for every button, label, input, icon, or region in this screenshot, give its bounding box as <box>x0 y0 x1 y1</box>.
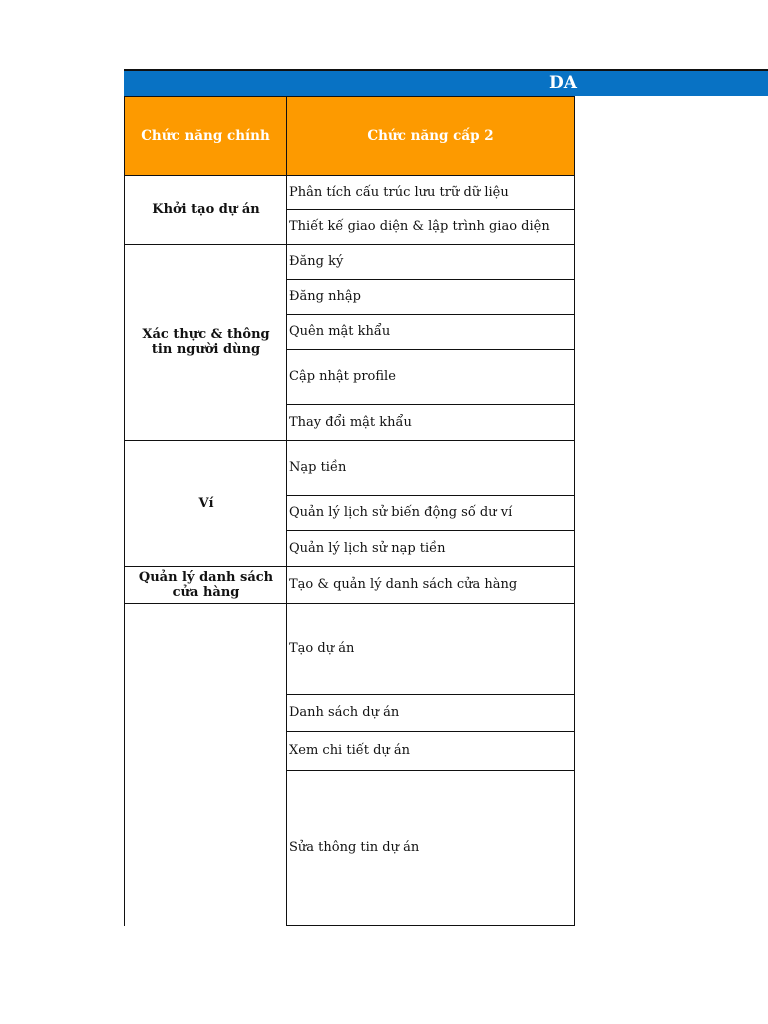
sub-function-cell: Danh sách dự án <box>286 694 575 732</box>
sub-function-cell: Cập nhật profile <box>286 349 575 405</box>
sub-function-cell: Quản lý lịch sử nạp tiền <box>286 530 575 567</box>
main-function-cell: Khởi tạo dự án <box>124 175 287 245</box>
main-function-cell: Xác thực & thông tin người dùng <box>124 244 287 441</box>
main-function-cell: Ví <box>124 440 287 567</box>
sub-function-cell: Thiết kế giao diện & lập trình giao diện <box>286 209 575 245</box>
sub-function-cell: Tạo dự án <box>286 603 575 695</box>
main-function-cell: Quản lý danh sách cửa hàng <box>124 566 287 604</box>
sheet-title: DA <box>549 73 577 93</box>
sheet-title-bar <box>124 69 768 96</box>
sub-function-cell: Phân tích cấu trúc lưu trữ dữ liệu <box>286 175 575 210</box>
sub-function-cell: Thay đổi mật khẩu <box>286 404 575 441</box>
header-sub-function: Chức năng cấp 2 <box>286 96 575 176</box>
sub-function-cell: Quản lý lịch sử biến động số dư ví <box>286 495 575 531</box>
sub-function-cell: Nạp tiền <box>286 440 575 496</box>
sub-function-cell: Đăng ký <box>286 244 575 280</box>
sub-function-cell: Đăng nhập <box>286 279 575 315</box>
main-function-cell <box>124 603 287 926</box>
sub-function-cell: Sửa thông tin dự án <box>286 770 575 926</box>
sub-function-cell: Tạo & quản lý danh sách cửa hàng <box>286 566 575 604</box>
header-main-function: Chức năng chính <box>124 96 287 176</box>
sub-function-cell: Xem chi tiết dự án <box>286 731 575 771</box>
sub-function-cell: Quên mật khẩu <box>286 314 575 350</box>
